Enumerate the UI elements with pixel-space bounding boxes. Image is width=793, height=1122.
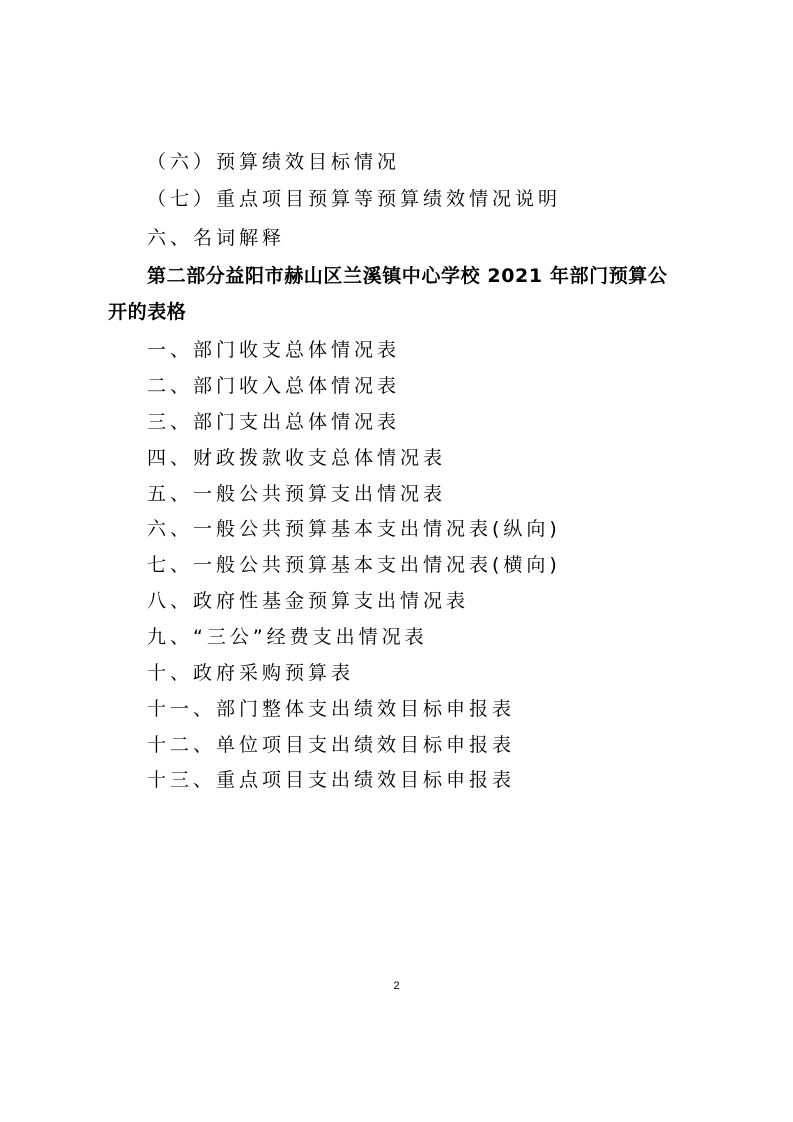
- table-list-item: 二、部门收入总体情况表: [147, 375, 401, 397]
- table-list-item: 一、部门收支总体情况表: [147, 339, 401, 361]
- table-list-item: 十三、重点项目支出绩效目标申报表: [147, 769, 516, 791]
- table-list-item: 九、“三公”经费支出情况表: [147, 626, 428, 648]
- table-list-item: 十二、单位项目支出绩效目标申报表: [147, 734, 516, 756]
- table-list-item: 七、一般公共预算基本支出情况表(横向): [147, 554, 561, 576]
- table-list-item: 十一、部门整体支出绩效目标申报表: [147, 698, 516, 720]
- item-glossary: 六、名词解释: [147, 227, 286, 249]
- table-list-item: 四、财政拨款收支总体情况表: [147, 447, 447, 469]
- table-list-item: 十、政府采购预算表: [147, 662, 355, 684]
- part-two-heading-line1: 第二部分益阳市赫山区兰溪镇中心学校 2021 年部门预算公: [147, 265, 668, 287]
- table-list-item: 六、一般公共预算基本支出情况表(纵向): [147, 518, 561, 540]
- item-key-project-performance: （七）重点项目预算等预算绩效情况说明: [147, 188, 562, 210]
- table-list-item: 八、政府性基金预算支出情况表: [147, 590, 470, 612]
- item-budget-performance-goals: （六）预算绩效目标情况: [147, 151, 401, 173]
- table-list-item: 五、一般公共预算支出情况表: [147, 483, 447, 505]
- part-two-heading-line2: 开的表格: [108, 301, 187, 323]
- page-number: 2: [393, 980, 400, 992]
- table-list-item: 三、部门支出总体情况表: [147, 411, 401, 433]
